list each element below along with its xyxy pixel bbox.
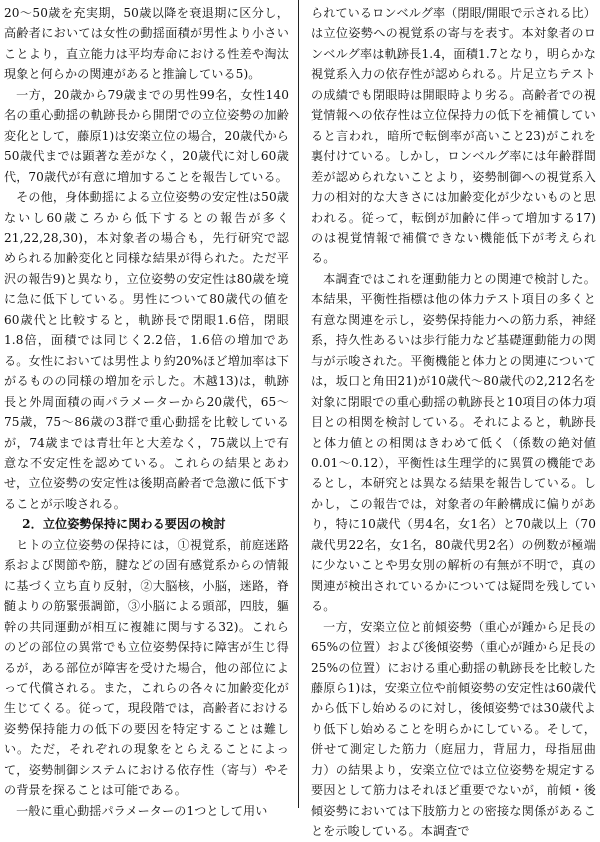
paragraph: その他，身体動揺による立位姿勢の安定性は50歳ないし60歳ころから低下するとの報告が多く21,22,28,30)，本対象者の場合も，先行研究で認められる加齢変化と同様な結果が得られた。ただ平沢の報告9)と異なり，立位姿勢の安定性は80歳を境に急に低下している。男性について80歳代の値を60歳代と比較すると，軌跡長で閉眼1.6倍，閉眼1.8倍，面積では同じく2.2倍，1.6倍の増加である。女性においては男性より約20%ほど増加率は下がるものの同様の増加を示した。木越13)は，軌跡長と外周面積の両パラメーターから20歳代，65～75歳，75～86歳の3群で重心動揺を比較しているが，74歳までは青壮年と大差なく，75歳以上で有意な不安定性を認めている。これらの結果とあわせ，立位姿勢の安定性は後期高齢者で急激に低下することが示唆される。 [4, 190, 289, 511]
section-heading: 2．立位姿勢保持に関わる要因の検討 [22, 517, 226, 532]
paragraph: られているロンベルグ率（閉眼/開眼で示される比）は立位姿勢への視覚系の寄与を表す。本対象者のロンベルグ率は軌跡長1.4，面積1.7となり，明らかな視覚系入力の依存性が認められる。片足立ちテストの成績でも閉眼時は開眼時より劣る。高齢者での視覚情報への依存性は立位保持力の低下を補償していると言われ，暗所で転倒率が高いこと23)がこれを裏付けている。しかし，ロンベルグ率には年齢群間差が認められないことより，姿勢制御への視覚系入力の相対的な大きさには加齢変化が少ないものと思われる。従って，転倒が加齢に伴って増加する17)のは視覚情報で補償できない機能低下が考えられる。 [311, 6, 596, 266]
right-column [311, 3, 596, 839]
paragraph: 20～50歳を充実期，50歳以降を衰退期に区分し，高齢者においては女性の動揺面積が男性より小さいことより，直立能力は平均寿命における性差や淘汰現象と何らかの関連があると推論している5)。 [4, 6, 289, 82]
left-column [4, 3, 289, 818]
paragraph: 一方，20歳から79歳までの男性99名，女性140名の重心動揺の軌跡長から開閉での立位姿勢の加齢変化として，藤原1)は安楽立位の場合，20歳代から50歳代までは顕著な差がなく，20歳代に対し60歳代，70歳代が有意に増加することを報告している。 [4, 87, 289, 184]
paragraph: 一般に重心動揺パラメーターの1つとして用い [16, 803, 268, 818]
paragraph: ヒトの立位姿勢の保持には，①視覚系，前庭迷路系および関節や筋，腱などの固有感覚系からの情報に基づく立ち直り反射，②大脳核，小脳，迷路，脊髄よりの筋緊張調節，③小脳による頭部，四肢，軀幹の共同運動が相互に複雑に関与する32)。これらのどの部位の異常でも立位姿勢保持に障害が生じ得るが，ある部位が障害を受けた場合，他の部位によって代償される。また，これらの各々に加齢変化が生じてくる。従って，現段階では，高齢者における姿勢保持能力の低下の要因を特定することは難しい。ただ，それぞれの現象をとらえることによって，姿勢制御システムにおける依存性（寄与）やその背景を探ることは可能である。 [4, 537, 289, 798]
column-divider [298, 0, 299, 808]
paragraph: 一方，安楽立位と前傾姿勢（重心が踵から足長の65%の位置）および後傾姿勢（重心が踵から足長の25%の位置）における重心動揺の軌跡長を比較した藤原ら1)は，安楽立位や前傾姿勢の安定性は60歳代から低下し始めるのに対し，後傾姿勢では30歳代より低下し始めることを明らかにしている。そして，併せて測定した筋力（庭屈力，背屈力，母指屈曲力）の結果より，安楽立位では立位姿勢を規定する要因として筋力はそれほど重要でないが，前傾・後傾姿勢においては下肢筋力との密接な関係があることを示唆している。本調査で [311, 619, 596, 839]
paragraph: 本調査ではこれを運動能力との関連で検討した。本結果，平衡性指標は他の体力テスト項目の多くと有意な関連を示し，姿勢保持能力への筋力系，神経系，持久性あるいは歩行能力など基礎運動能力の関与が示唆された。平衡機能と体力との関連については，坂口と角田21)が10歳代～80歳代の2,212名を対象に閉眼での重心動揺の軌跡長と10項目の体力項目との相関を検討している。それによると，軌跡長と体力値との相関はきわめて低く（係数の絶対値0.01～0.12），平衡性は生理学的に異質の機能であるとし，本研究とは異なる結果を報告している。しかし，この報告では，対象者の年齢構成に偏りがあり，特に10歳代（男4名，女1名）と70歳以上（70歳代男22名，女1名，80歳代男2名）の例数が極端に少ないことや男女別の解析の有無が不明で，真の関連が検出されているかについては疑問を残している。 [311, 271, 596, 614]
